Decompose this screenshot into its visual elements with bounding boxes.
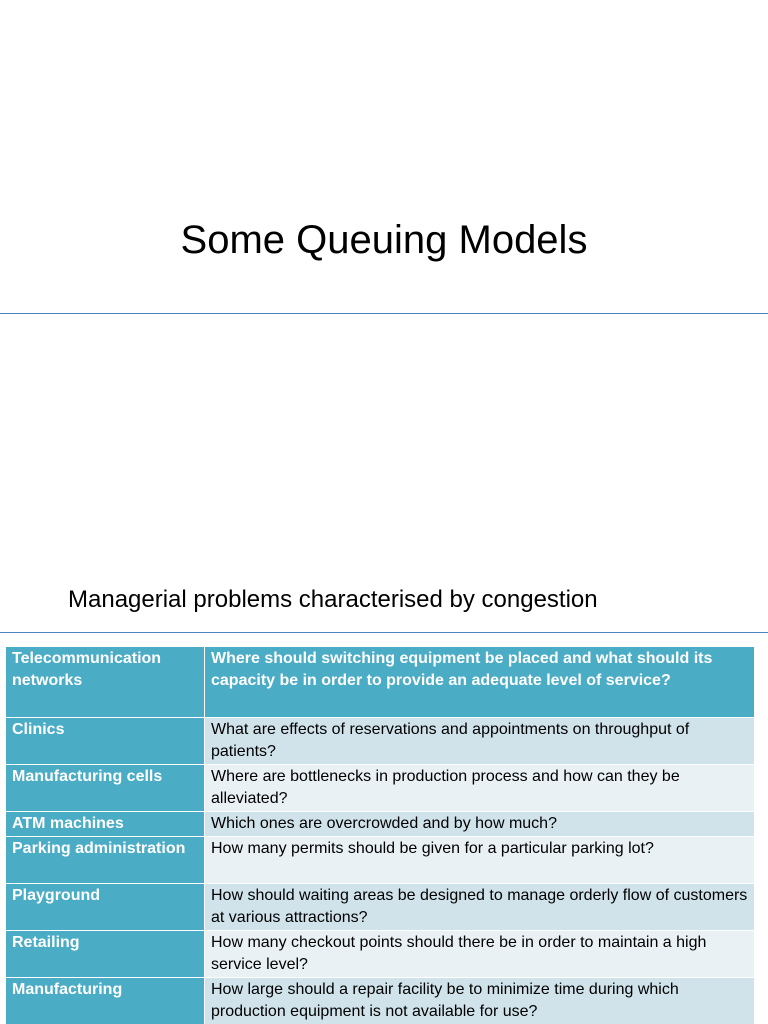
slide-divider <box>0 313 768 314</box>
table-row <box>6 978 755 1024</box>
table-cell-question: Which ones are overcrowded and by how much? <box>205 812 755 837</box>
slide-heading: Managerial problems characterised by congestion <box>68 586 598 613</box>
table-row <box>6 647 755 718</box>
slide-title: Some Queuing Models <box>180 218 588 262</box>
table-row <box>6 765 755 812</box>
table-cell-question: How should waiting areas be designed to manage orderly flow of customers at various attractions? <box>205 884 755 931</box>
table-cell-area: ATM machines <box>6 812 205 837</box>
table-row <box>6 884 755 931</box>
table-cell-question: How many permits should be given for a particular parking lot? <box>205 837 755 884</box>
table-cell-question: What are effects of reservations and appointments on throughput of patients? <box>205 718 755 765</box>
table-cell-question: Where should switching equipment be placed and what should its capacity be in order to provide an adequate level of service? <box>205 647 755 718</box>
table-cell-area: Telecommunication networks <box>6 647 205 718</box>
table-row <box>6 931 755 978</box>
congestion-problems-table <box>5 646 755 1024</box>
heading-slide <box>0 315 768 632</box>
table-row <box>6 812 755 837</box>
table-cell-area: Manufacturing cells <box>6 765 205 812</box>
table-cell-area: Clinics <box>6 718 205 765</box>
table-row <box>6 718 755 765</box>
table-cell-area: Manufacturing <box>6 978 205 1024</box>
table-cell-area: Parking administration <box>6 837 205 884</box>
table-row <box>6 837 755 884</box>
table-cell-area: Retailing <box>6 931 205 978</box>
table-slide <box>0 633 768 1024</box>
table-cell-question: How large should a repair facility be to minimize time during which production equipment is not available for use? <box>205 978 755 1024</box>
title-slide <box>0 0 768 314</box>
table-cell-question: How many checkout points should there be in order to maintain a high service level? <box>205 931 755 978</box>
table-cell-question: Where are bottlenecks in production process and how can they be alleviated? <box>205 765 755 812</box>
table-cell-area: Playground <box>6 884 205 931</box>
